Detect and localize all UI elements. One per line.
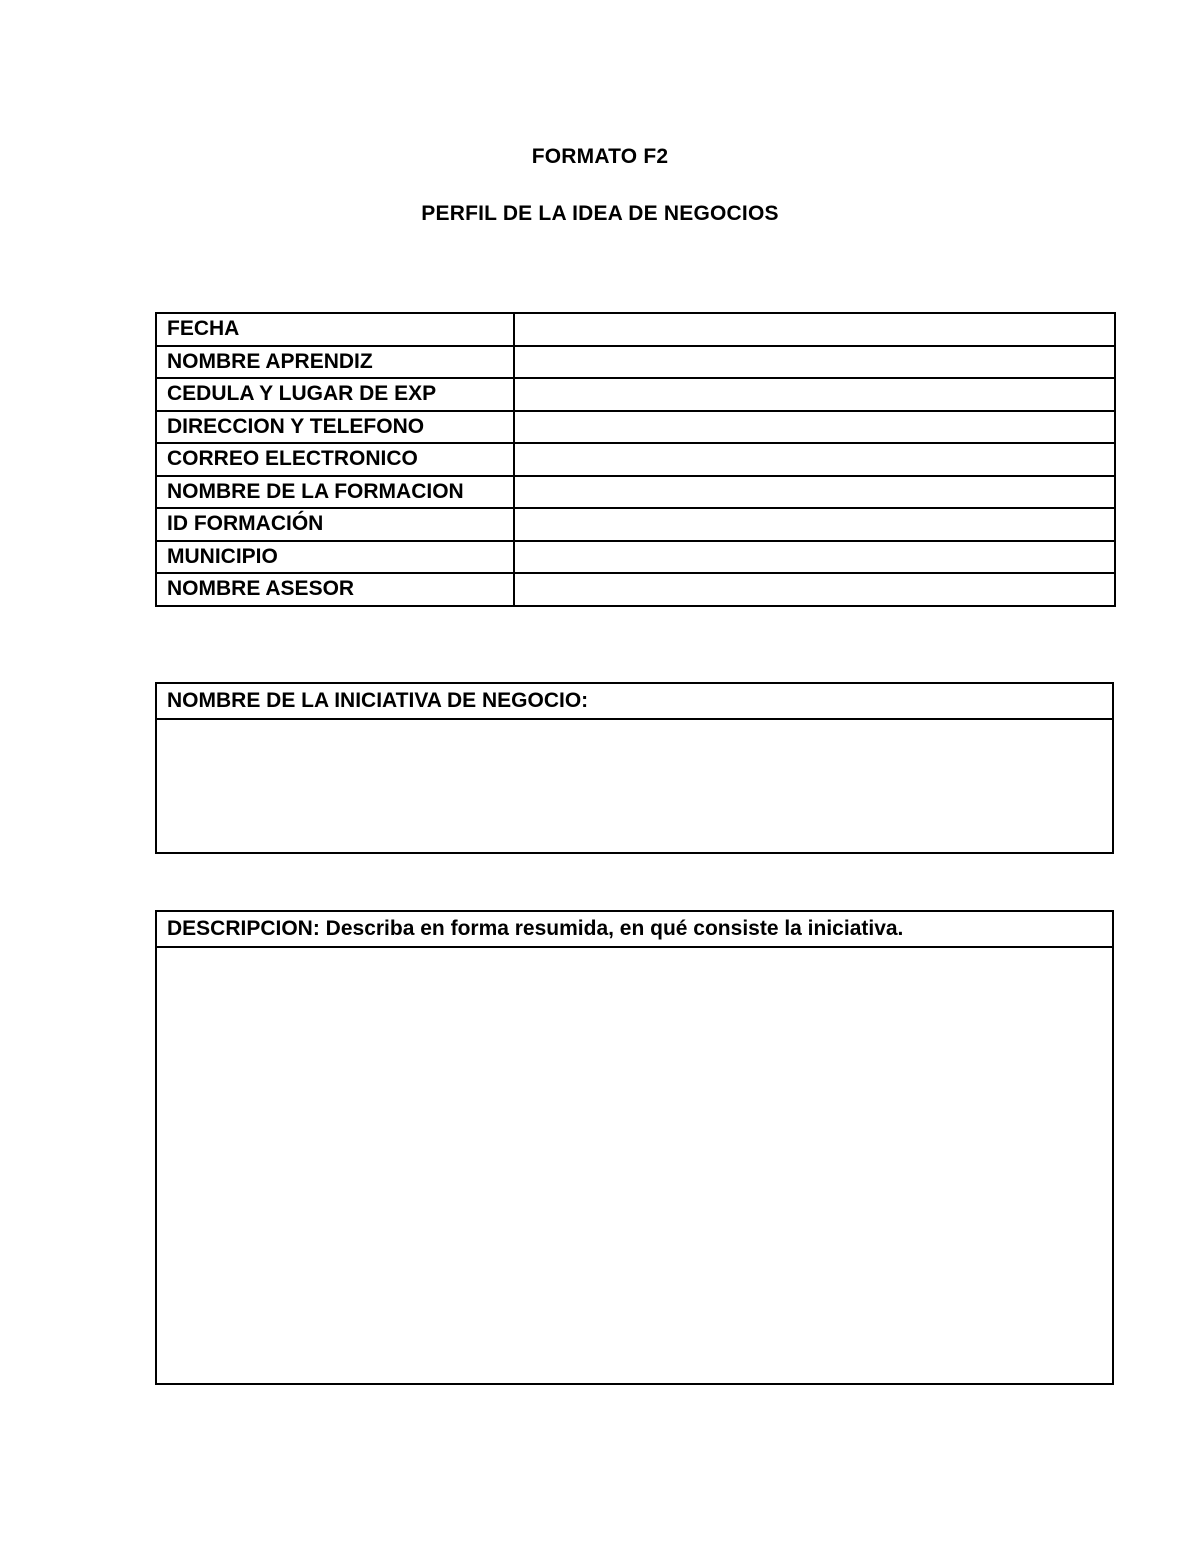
row-label-direccion: DIRECCION Y TELEFONO — [156, 411, 514, 444]
table-row — [156, 476, 1115, 509]
initiative-header: NOMBRE DE LA INICIATIVA DE NEGOCIO: — [157, 684, 1112, 720]
row-label-municipio: MUNICIPIO — [156, 541, 514, 574]
row-value-nombre-asesor[interactable] — [514, 573, 1115, 606]
description-field[interactable] — [157, 948, 1112, 1383]
document-title: FORMATO F2 — [531, 145, 669, 168]
row-label-nombre-asesor: NOMBRE ASESOR — [156, 573, 514, 606]
table-row — [156, 573, 1115, 606]
initiative-section — [155, 682, 1114, 854]
info-table — [155, 312, 1116, 607]
row-label-id-formacion: ID FORMACIÓN — [156, 508, 514, 541]
row-value-id-formacion[interactable] — [514, 508, 1115, 541]
table-row — [156, 443, 1115, 476]
row-value-fecha[interactable] — [514, 313, 1115, 346]
row-label-cedula: CEDULA Y LUGAR DE EXP — [156, 378, 514, 411]
row-label-fecha: FECHA — [156, 313, 514, 346]
table-row — [156, 313, 1115, 346]
description-section — [155, 910, 1114, 1385]
table-row — [156, 346, 1115, 379]
row-label-nombre-formacion: NOMBRE DE LA FORMACION — [156, 476, 514, 509]
row-value-correo[interactable] — [514, 443, 1115, 476]
row-value-cedula[interactable] — [514, 378, 1115, 411]
row-value-nombre-aprendiz[interactable] — [514, 346, 1115, 379]
row-value-municipio[interactable] — [514, 541, 1115, 574]
table-row — [156, 508, 1115, 541]
row-label-correo: CORREO ELECTRONICO — [156, 443, 514, 476]
row-value-direccion[interactable] — [514, 411, 1115, 444]
table-row — [156, 411, 1115, 444]
table-row — [156, 541, 1115, 574]
document-subtitle: PERFIL DE LA IDEA DE NEGOCIOS — [421, 202, 779, 225]
table-row — [156, 378, 1115, 411]
initiative-field[interactable] — [157, 720, 1112, 852]
row-value-nombre-formacion[interactable] — [514, 476, 1115, 509]
row-label-nombre-aprendiz: NOMBRE APRENDIZ — [156, 346, 514, 379]
description-header: DESCRIPCION: Describa en forma resumida, en qué consiste la iniciativa. — [157, 912, 1112, 948]
